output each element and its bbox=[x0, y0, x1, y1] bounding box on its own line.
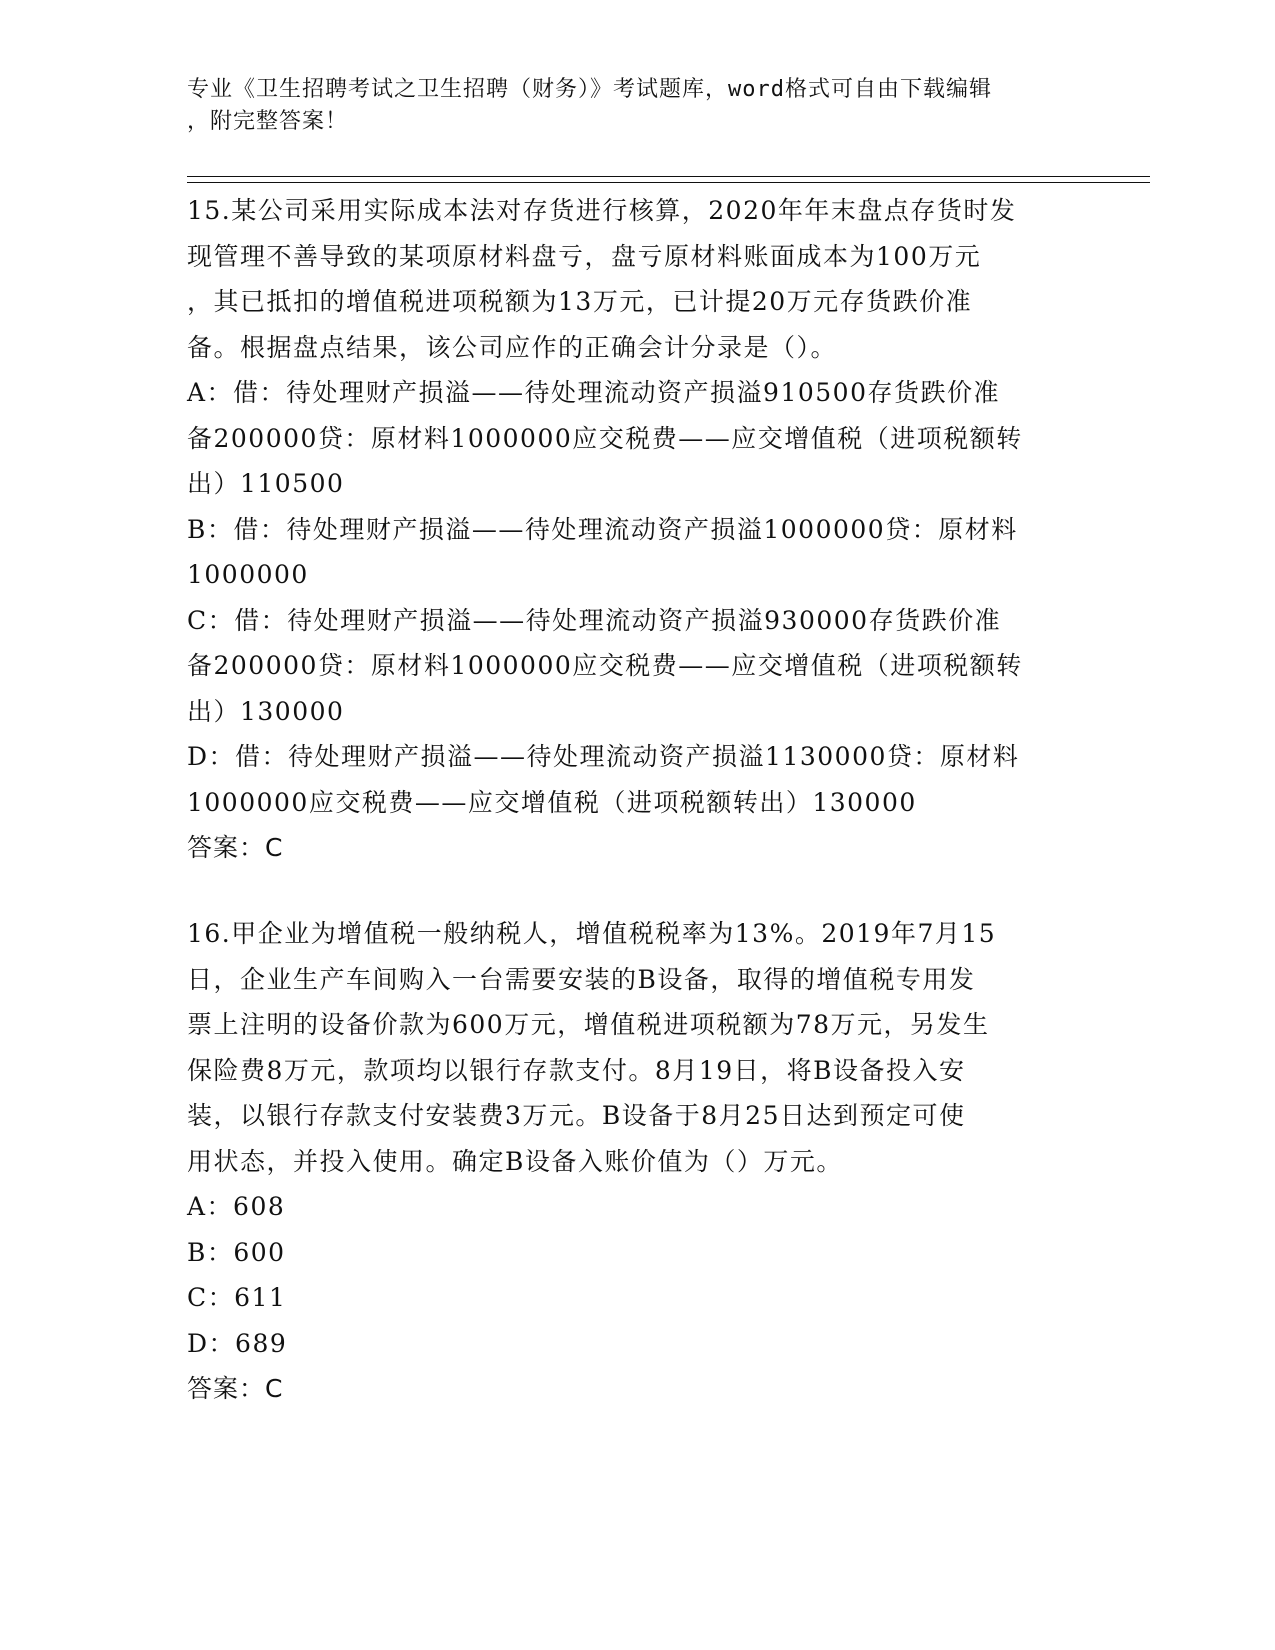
header-divider bbox=[187, 182, 1150, 183]
question-stem-line: ，其已抵扣的增值税进项税额为13万元，已计提20万元存货跌价准 bbox=[187, 287, 973, 316]
option-line: 备200000贷：原材料1000000应交税费——应交增值税（进项税额转 bbox=[187, 423, 1023, 453]
question-15 bbox=[187, 188, 1087, 871]
page-header bbox=[187, 74, 1087, 138]
option-line: 备200000贷：原材料1000000应交税费——应交增值税（进项税额转 bbox=[187, 651, 1023, 680]
question-stem-line: 日，企业生产车间购入一台需要安装的B设备，取得的增值税专用发 bbox=[187, 964, 976, 994]
answer-line: 答案：C bbox=[187, 833, 284, 862]
question-stem-line: 装，以银行存款支付安装费3万元。B设备于8月25日达到预定可使 bbox=[187, 1101, 966, 1130]
option-line: 出）110500 bbox=[187, 469, 345, 498]
option-line: C：611 bbox=[187, 1283, 287, 1312]
question-stem-line: 保险费8万元，款项均以银行存款支付。8月19日，将B设备投入安 bbox=[187, 1055, 966, 1085]
question-stem-line: 用状态，并投入使用。确定B设备入账价值为（）万元。 bbox=[187, 1146, 843, 1176]
header-line: 专业《卫生招聘考试之卫生招聘（财务）》考试题库，word格式可自由下载编辑 bbox=[187, 77, 992, 102]
option-line: B：借：待处理财产损溢——待处理流动资产损溢1000000贷：原材料 bbox=[187, 514, 1018, 544]
option-line: 1000000应交税费——应交增值税（进项税额转出）130000 bbox=[187, 787, 917, 817]
answer-line: 答案：C bbox=[187, 1374, 284, 1403]
option-line: D：借：待处理财产损溢——待处理流动资产损溢1130000贷：原材料 bbox=[187, 742, 1020, 771]
option-line: A：608 bbox=[187, 1192, 286, 1221]
option-line: D：689 bbox=[187, 1328, 288, 1358]
question-stem-line: 16.甲企业为增值税一般纳税人，增值税税率为13%。2019年7月15 bbox=[187, 919, 997, 948]
option-line: 1000000 bbox=[187, 560, 309, 589]
question-16 bbox=[187, 911, 1087, 1412]
option-line: 出）130000 bbox=[187, 696, 345, 726]
option-line: C：借：待处理财产损溢——待处理流动资产损溢930000存货跌价准 bbox=[187, 605, 1002, 635]
question-stem-line: 现管理不善导致的某项原材料盘亏，盘亏原材料账面成本为100万元 bbox=[187, 241, 982, 271]
option-line: A：借：待处理财产损溢——待处理流动资产损溢910500存货跌价准 bbox=[187, 378, 1000, 407]
header-line: ，附完整答案！ bbox=[187, 109, 349, 134]
question-stem-line: 票上注明的设备价款为600万元，增值税进项税额为78万元，另发生 bbox=[187, 1010, 990, 1039]
header-divider bbox=[187, 176, 1150, 177]
option-line: B：600 bbox=[187, 1237, 286, 1267]
question-stem-line: 15.某公司采用实际成本法对存货进行核算，2020年年末盘点存货时发 bbox=[187, 196, 1017, 225]
question-stem-line: 备。根据盘点结果，该公司应作的正确会计分录是（）。 bbox=[187, 332, 838, 362]
